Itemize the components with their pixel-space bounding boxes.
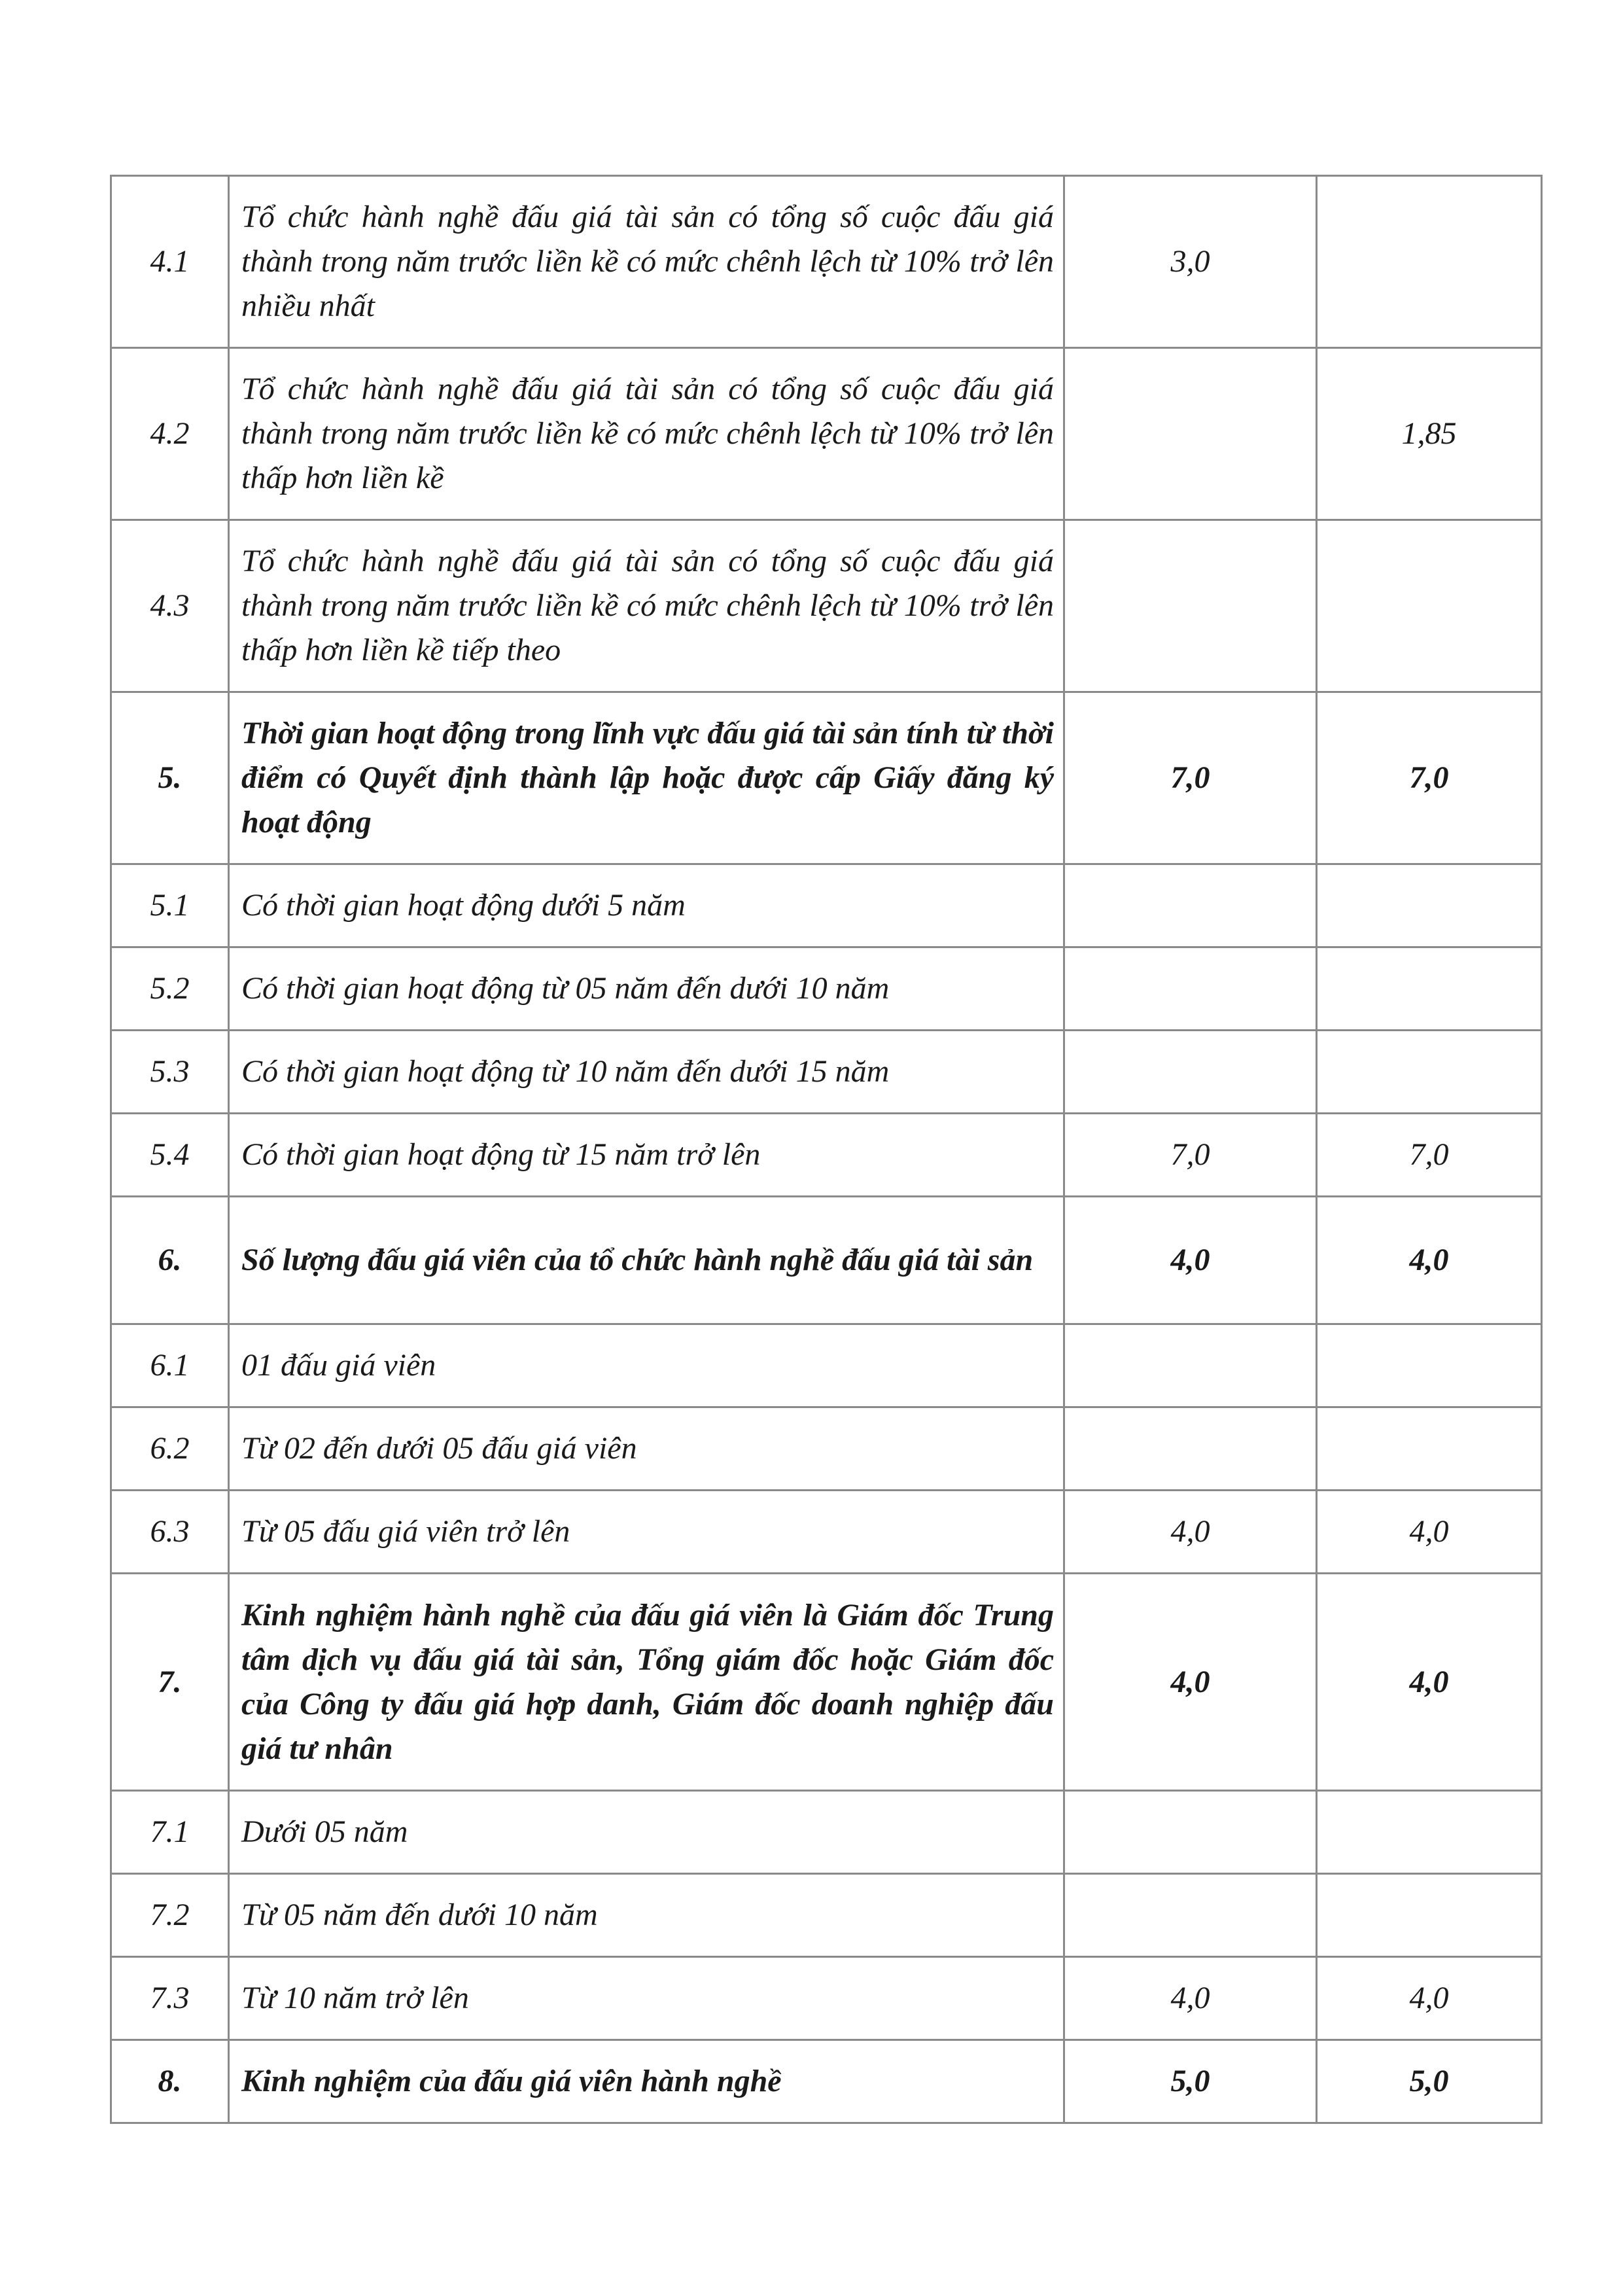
table-row	[111, 348, 1542, 520]
table-row-section	[111, 692, 1542, 864]
score-column-4: 7,0	[1317, 692, 1542, 864]
row-number: 6.1	[111, 1324, 229, 1407]
criterion-text: Từ 05 năm đến dưới 10 năm	[229, 1874, 1064, 1957]
criterion-text: Có thời gian hoạt động dưới 5 năm	[229, 864, 1064, 947]
score-column-4	[1317, 864, 1542, 947]
criterion-text: Từ 05 đấu giá viên trở lên	[229, 1491, 1064, 1574]
score-column-3: 4,0	[1064, 1574, 1317, 1791]
row-number: 5.2	[111, 947, 229, 1031]
score-column-3	[1064, 1407, 1317, 1491]
row-number: 4.2	[111, 348, 229, 520]
section-number: 7.	[111, 1574, 229, 1791]
section-number: 5.	[111, 692, 229, 864]
score-column-3	[1064, 348, 1317, 520]
score-column-3: 4,0	[1064, 1197, 1317, 1324]
score-column-3	[1064, 864, 1317, 947]
section-number: 8.	[111, 2040, 229, 2123]
criteria-score-table	[110, 175, 1543, 2124]
table-row-section	[111, 2040, 1542, 2123]
row-number: 6.3	[111, 1491, 229, 1574]
table-row	[111, 1791, 1542, 1874]
row-number: 7.2	[111, 1874, 229, 1957]
row-number: 7.1	[111, 1791, 229, 1874]
criterion-text: Dưới 05 năm	[229, 1791, 1064, 1874]
table-row	[111, 1491, 1542, 1574]
row-number: 5.1	[111, 864, 229, 947]
score-column-3: 4,0	[1064, 1957, 1317, 2040]
criterion-text: Có thời gian hoạt động từ 10 năm đến dưới 15 năm	[229, 1031, 1064, 1114]
score-column-4: 4,0	[1317, 1957, 1542, 2040]
score-column-3: 5,0	[1064, 2040, 1317, 2123]
section-title: Số lượng đấu giá viên của tổ chức hành nghề đấu giá tài sản	[229, 1197, 1064, 1324]
score-column-3	[1064, 1791, 1317, 1874]
table-row	[111, 1324, 1542, 1407]
score-column-4	[1317, 520, 1542, 692]
criterion-text: Từ 10 năm trở lên	[229, 1957, 1064, 2040]
score-column-3: 4,0	[1064, 1491, 1317, 1574]
score-column-4: 4,0	[1317, 1491, 1542, 1574]
score-column-4	[1317, 1031, 1542, 1114]
criterion-text: Có thời gian hoạt động từ 05 năm đến dưới 10 năm	[229, 947, 1064, 1031]
row-number: 4.3	[111, 520, 229, 692]
row-number: 6.2	[111, 1407, 229, 1491]
criterion-text: 01 đấu giá viên	[229, 1324, 1064, 1407]
score-column-4: 1,85	[1317, 348, 1542, 520]
table-row-section	[111, 1574, 1542, 1791]
score-column-3	[1064, 1324, 1317, 1407]
table-row	[111, 1114, 1542, 1197]
row-number: 5.3	[111, 1031, 229, 1114]
score-column-4	[1317, 1874, 1542, 1957]
score-column-4: 7,0	[1317, 1114, 1542, 1197]
section-number: 6.	[111, 1197, 229, 1324]
criterion-text: Tổ chức hành nghề đấu giá tài sản có tổng số cuộc đấu giá thành trong năm trước liền kề có mức chênh lệch từ 10% trở lên thấp hơn liền kề	[229, 348, 1064, 520]
score-column-4	[1317, 1791, 1542, 1874]
score-column-4	[1317, 1324, 1542, 1407]
score-column-3: 7,0	[1064, 1114, 1317, 1197]
score-column-4: 4,0	[1317, 1574, 1542, 1791]
table-row-section	[111, 1197, 1542, 1324]
criterion-text: Tổ chức hành nghề đấu giá tài sản có tổng số cuộc đấu giá thành trong năm trước liền kề có mức chênh lệch từ 10% trở lên thấp hơn liền kề tiếp theo	[229, 520, 1064, 692]
section-title: Thời gian hoạt động trong lĩnh vực đấu giá tài sản tính từ thời điểm có Quyết định thành lập hoặc được cấp Giấy đăng ký hoạt động	[229, 692, 1064, 864]
score-column-4: 5,0	[1317, 2040, 1542, 2123]
score-column-4: 4,0	[1317, 1197, 1542, 1324]
row-number: 5.4	[111, 1114, 229, 1197]
criterion-text: Từ 02 đến dưới 05 đấu giá viên	[229, 1407, 1064, 1491]
score-column-4	[1317, 947, 1542, 1031]
score-column-3: 3,0	[1064, 176, 1317, 348]
criterion-text: Có thời gian hoạt động từ 15 năm trở lên	[229, 1114, 1064, 1197]
section-title: Kinh nghiệm hành nghề của đấu giá viên là Giám đốc Trung tâm dịch vụ đấu giá tài sản, Tổng giám đốc hoặc Giám đốc của Công ty đấu giá hợp danh, Giám đốc doanh nghiệp đấu giá tư nhân	[229, 1574, 1064, 1791]
section-title: Kinh nghiệm của đấu giá viên hành nghề	[229, 2040, 1064, 2123]
table-row	[111, 947, 1542, 1031]
table-row	[111, 1874, 1542, 1957]
table-row	[111, 1031, 1542, 1114]
table-row	[111, 1407, 1542, 1491]
table-row	[111, 1957, 1542, 2040]
row-number: 7.3	[111, 1957, 229, 2040]
score-column-4	[1317, 176, 1542, 348]
table-row	[111, 864, 1542, 947]
row-number: 4.1	[111, 176, 229, 348]
score-column-3	[1064, 947, 1317, 1031]
score-column-3: 7,0	[1064, 692, 1317, 864]
table-row	[111, 520, 1542, 692]
criterion-text: Tổ chức hành nghề đấu giá tài sản có tổng số cuộc đấu giá thành trong năm trước liền kề có mức chênh lệch từ 10% trở lên nhiều nhất	[229, 176, 1064, 348]
score-column-3	[1064, 520, 1317, 692]
score-column-4	[1317, 1407, 1542, 1491]
table-row	[111, 176, 1542, 348]
score-column-3	[1064, 1874, 1317, 1957]
score-column-3	[1064, 1031, 1317, 1114]
